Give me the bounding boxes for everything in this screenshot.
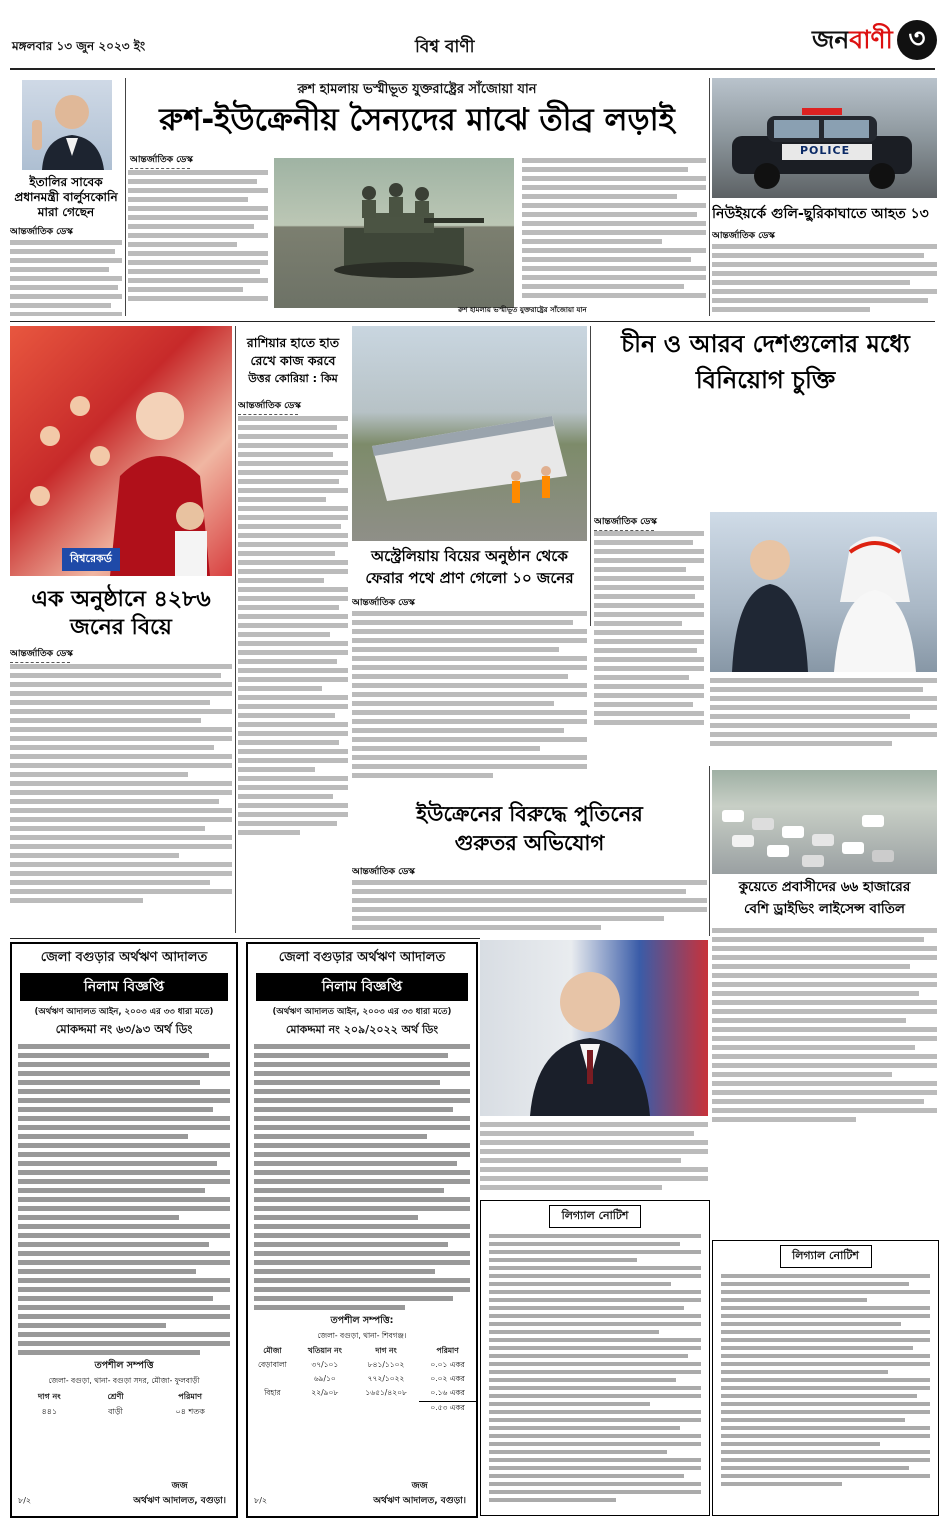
notice1-banner: নিলাম বিজ্ঞপ্তি — [20, 973, 228, 1001]
auction-notice-2 — [246, 942, 478, 1518]
main-story-photo-caption: রুশ হামলায় ভস্মীভূত যুক্তরাষ্ট্রের সাঁজোয়া যান — [458, 306, 587, 314]
kuwait-body — [712, 928, 937, 1126]
notice2-case: মোকদ্দমা নং ২০৯/২০২২ অর্থ ডিং — [285, 1023, 439, 1036]
notice2-cell: ০.০১ একর — [430, 1360, 465, 1369]
notice2-cell: ০.০২ একর — [430, 1374, 465, 1383]
notice2-cell: বিহার — [264, 1388, 281, 1398]
legal2-title: লিগ্যাল নোটিশ — [780, 1245, 872, 1268]
berlusconi-story — [10, 78, 122, 316]
portrait-icon — [480, 940, 708, 1116]
notice1-body — [18, 1044, 230, 1355]
notice1-cell: ০৪ শতক — [175, 1407, 205, 1416]
notice2-body — [254, 1044, 470, 1310]
kuwait-headline-line2: বেশি ড্রাইভিং লাইসেন্স বাতিল — [744, 901, 905, 917]
korea-headline-line2: রেখে কাজ করবে — [250, 353, 336, 368]
notice2-cell: ৮৪১/১১০২ — [367, 1360, 405, 1369]
police-label: POLICE — [800, 144, 851, 157]
newyork-tag: আন্তর্জাতিক ডেস্ক — [712, 228, 775, 245]
notice1-schedule-title: তপশীল সম্পত্তি — [94, 1360, 154, 1371]
table-row — [248, 1359, 476, 1373]
australia-headline — [352, 545, 587, 589]
korea-tag: আন্তর্জাতিক ডেস্ক — [238, 398, 301, 415]
table-row — [248, 1373, 476, 1387]
main-story-kicker: রুশ হামলায় ভস্মীভূত যুক্তরাষ্ট্রের সাঁজোয়া যান — [297, 82, 537, 97]
berlusconi-headline-line1: ইতালির সাবেক — [29, 175, 103, 189]
notice2-signature — [373, 1478, 466, 1508]
legal1-title: লিগ্যাল নোটিশ — [549, 1205, 641, 1228]
notice1-col-3: পরিমাণ — [178, 1392, 203, 1401]
armored-vehicle-icon — [274, 158, 514, 308]
putin-headline — [352, 800, 707, 858]
berlusconi-headline-line3: মারা গেছেন — [37, 205, 95, 219]
traffic-photo — [712, 770, 937, 874]
putin-tag: আন্তর্জাতিক ডেস্ক — [352, 864, 415, 881]
notice1-sign-court: অর্থঋণ আদালত, বগুড়া। — [133, 1496, 226, 1506]
notice2-banner: নিলাম বিজ্ঞপ্তি — [256, 973, 468, 1001]
column-divider — [590, 326, 591, 626]
main-story-body-right — [522, 158, 706, 302]
putin-body — [352, 880, 707, 934]
china-arab-headline — [594, 326, 937, 398]
notice2-cell: ২২/৯০৮ — [311, 1388, 339, 1398]
notice2-law: (অর্থঋণ আদালত আইন, ২০০৩ এর ৩৩ ধারা মতে) — [272, 1007, 452, 1017]
notice1-col-2: শ্রেণী — [107, 1392, 124, 1401]
table-row — [248, 1387, 476, 1402]
leaders-photo — [710, 512, 937, 672]
australia-headline-line2: ফেরার পথে প্রাণ গেলো ১০ জনের — [365, 569, 574, 587]
notice1-signature — [133, 1478, 226, 1508]
notice2-schedule-table — [248, 1345, 476, 1416]
australia-headline-line1: অস্ট্রেলিয়ায় বিয়ের অনুষ্ঠান থেকে — [371, 547, 568, 565]
putin-headline-line2: গুরুতর অভিযোগ — [454, 831, 605, 855]
wedding-story — [10, 326, 232, 933]
portrait-icon — [22, 80, 112, 170]
page-number-badge — [897, 20, 937, 60]
china-arab-body-bottom — [710, 678, 937, 750]
overturned-bus-icon — [352, 326, 587, 541]
putin-photo — [480, 940, 708, 1116]
wedding-headline — [10, 586, 232, 642]
masthead-rule — [10, 68, 935, 70]
notice1-col-1: দাগ নং — [37, 1392, 61, 1401]
putin-body-lower — [480, 1122, 708, 1194]
auction-notice-1 — [10, 942, 238, 1518]
newyork-body — [712, 244, 937, 316]
notice1-ref: ৮/২ — [18, 1496, 32, 1505]
legal2-body — [721, 1274, 930, 1486]
main-story — [128, 78, 706, 318]
notice2-col-1: মৌজা — [263, 1346, 282, 1355]
kuwait-headline-line1: কুয়েতে প্রবাসীদের ৬৬ হাজারের — [738, 879, 911, 895]
wedding-tag: আন্তর্জাতিক ডেস্ক — [10, 646, 73, 663]
notice1-cell: বাড়ী — [108, 1407, 123, 1416]
notice2-court: জেলা বগুড়ার অর্থঋণ আদালত — [278, 950, 446, 965]
section-rule — [10, 321, 935, 322]
wedding-headline-line1: এক অনুষ্ঠানে ৪২৮৬ — [31, 587, 211, 612]
korea-body — [238, 416, 348, 839]
logo-prefix: জন — [812, 25, 850, 54]
korea-headline-line3: উত্তর কোরিয়া : কিম — [248, 372, 338, 385]
kuwait-headline — [712, 876, 937, 920]
column-divider — [125, 78, 126, 316]
putin-story — [352, 800, 707, 938]
notice2-ref: ৮/২ — [254, 1496, 268, 1505]
china-arab-tag: আন্তর্জাতিক ডেস্ক — [594, 514, 657, 531]
wedding-photo — [10, 326, 232, 576]
australia-story — [352, 545, 587, 795]
main-story-headline: রুশ-ইউক্রেনীয় সৈন্যদের মাঝে তীব্র লড়াই — [159, 102, 675, 138]
notice2-cell: ০.১৬ একর — [430, 1388, 465, 1397]
china-arab-story — [594, 326, 937, 766]
korea-story — [238, 326, 348, 933]
berlusconi-body — [10, 240, 122, 316]
bus-crash-photo — [352, 326, 587, 541]
wedding-headline-line2: জনের বিয়ে — [70, 615, 172, 640]
berlusconi-headline — [10, 175, 122, 220]
column-divider — [235, 326, 236, 933]
australia-body — [352, 611, 587, 782]
legal1-body — [489, 1234, 701, 1502]
newyork-story — [712, 78, 937, 318]
notice1-case: মোকদ্দমা নং ৬৩/৯৩ অর্থ ডিং — [55, 1022, 193, 1036]
newspaper-logo — [812, 20, 937, 60]
notice2-cell: ৬৯/১০ — [313, 1374, 336, 1383]
notice1-sign-title: জজ — [171, 1481, 188, 1491]
notice2-schedule-line: জেলা- বগুড়া, থানা- শিবগঞ্জ। — [317, 1331, 407, 1340]
notice2-col-3: দাগ নং — [375, 1346, 397, 1355]
berlusconi-tag: আন্তর্জাতিক ডেস্ক — [10, 224, 73, 241]
china-arab-body-left — [594, 531, 704, 729]
korea-headline — [238, 334, 348, 388]
wedding-crowd-icon — [10, 326, 232, 576]
traffic-icon — [712, 770, 937, 874]
police-car-icon — [712, 78, 937, 198]
notice2-cell — [248, 1373, 297, 1387]
berlusconi-photo — [22, 80, 112, 170]
australia-tag: আন্তর্জাতিক ডেস্ক — [352, 595, 415, 612]
legal-notice-2 — [712, 1240, 939, 1516]
page-number: ৩ — [908, 24, 926, 54]
notice2-sign-title: জজ — [411, 1481, 428, 1491]
logo-suffix: বাণী — [849, 25, 893, 54]
main-story-body-left — [128, 170, 268, 305]
section-rule — [10, 938, 480, 939]
notice2-schedule-title: তপশীল সম্পত্তি: — [330, 1315, 394, 1326]
china-arab-headline-line2: বিনিয়োগ চুক্তি — [695, 366, 836, 394]
notice1-cell: ৪৪১ — [41, 1407, 58, 1416]
notice2-cell: ১৬৫১/৪২০৮ — [365, 1388, 407, 1398]
wedding-body — [10, 664, 232, 907]
notice2-cell: বেড়াবালা — [257, 1360, 287, 1369]
tank-photo — [274, 158, 514, 308]
notice2-cell: ৭৭২/১০২২ — [367, 1374, 405, 1383]
column-divider — [709, 766, 710, 936]
china-arab-headline-line1: চীন ও আরব দেশগুলোর মধ্যে — [621, 330, 910, 358]
kuwait-story — [712, 876, 937, 1134]
wedding-badge: বিশ্বরেকর্ড — [62, 548, 120, 571]
notice2-cell: ৩৭/১০১ — [311, 1360, 339, 1369]
notice2-sign-court: অর্থঋণ আদালত, বগুড়া। — [373, 1496, 466, 1506]
korea-headline-line1: রাশিয়ার হাতে হাত — [246, 335, 340, 350]
putin-headline-line1: ইউক্রেনের বিরুদ্ধে পুতিনের — [416, 802, 643, 826]
notice1-schedule-table — [12, 1390, 236, 1420]
newyork-headline: নিউইয়র্কে গুলি-ছুরিকাঘাতে আহত ১৩ — [712, 206, 929, 222]
masthead — [0, 0, 945, 74]
notice2-col-2: খতিয়ান নং — [307, 1346, 342, 1355]
notice1-schedule-line: জেলা- বগুড়া, থানা- বগুড়া সদর, মৌজা- ফুলবাড়ী — [48, 1376, 200, 1385]
main-story-tag: আন্তর্জাতিক ডেস্ক — [130, 152, 193, 169]
column-divider — [709, 78, 710, 316]
notice1-court: জেলা বগুড়ার অর্থঋণ আদালত — [40, 950, 208, 965]
masthead-date: মঙ্গলবার ১৩ জুন ২০২৩ ইং — [12, 39, 146, 53]
notice1-law: (অর্থঋণ আদালত আইন, ২০০৩ এর ৩৩ ধারা মতে) — [34, 1007, 214, 1017]
masthead-section: বিশ্ব বাণী — [415, 37, 475, 57]
legal-notice-1 — [480, 1200, 710, 1516]
notice2-total: ০.৫৩ একর — [419, 1402, 476, 1417]
leaders-icon — [710, 512, 937, 672]
notice2-col-4: পরিমাণ — [436, 1346, 459, 1355]
police-car-photo — [712, 78, 937, 198]
berlusconi-headline-line2: প্রধানমন্ত্রী বার্লুসকোনি — [14, 190, 118, 204]
